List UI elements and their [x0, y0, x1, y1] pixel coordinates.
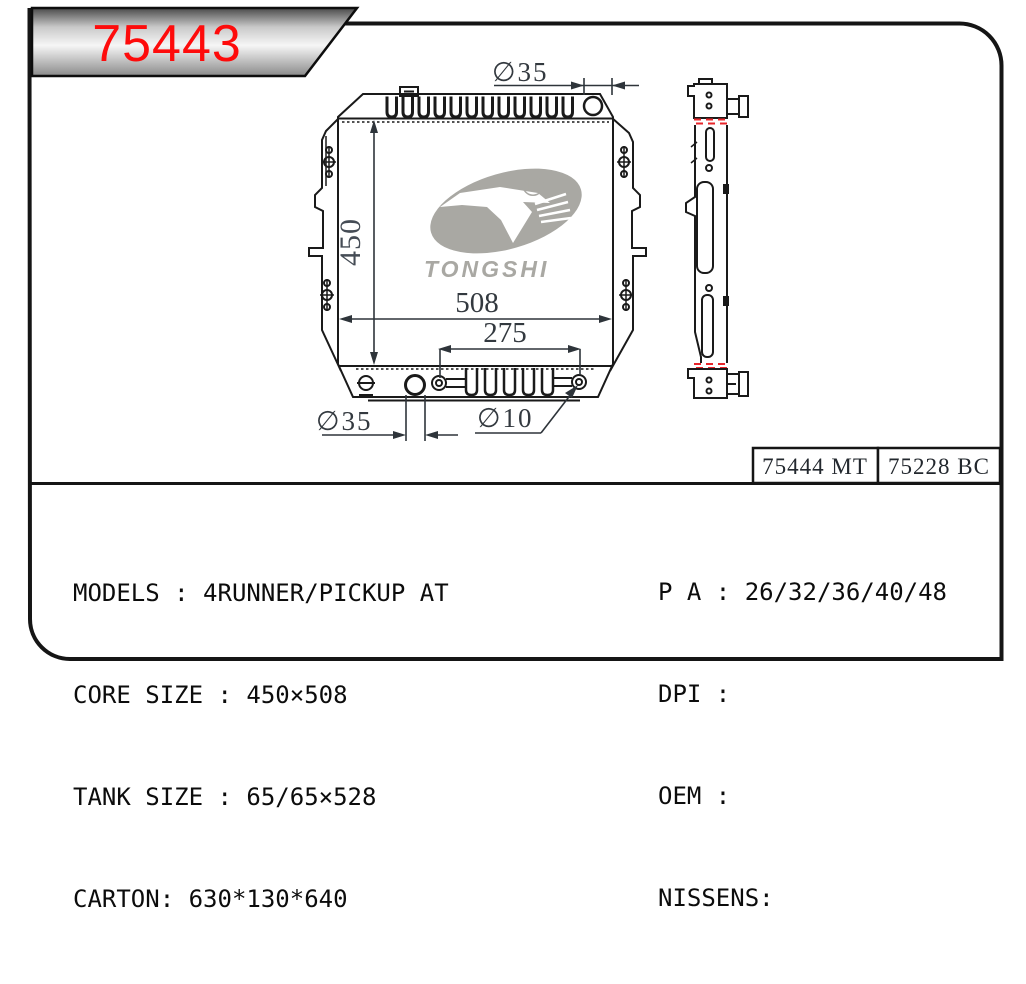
spec-tank-size: TANK SIZE : 65/65×528 [73, 783, 377, 811]
gasket-bottom [694, 364, 727, 368]
table-cell-right: 75228 BC [888, 454, 990, 479]
radiator-side-view [686, 79, 748, 398]
spec-list-right [658, 507, 947, 983]
bracket-screws [617, 146, 633, 311]
registered-mark: ® [518, 169, 548, 204]
dim-width-label: 508 [455, 287, 499, 319]
dim-drain-label: ∅35 [316, 406, 373, 436]
reference-table [753, 448, 1000, 483]
spec-nissens: NISSENS: [658, 884, 774, 912]
right-bracket [610, 118, 646, 371]
spec-oem: OEM : [658, 782, 731, 810]
brand-name: TONGSHI [424, 256, 550, 282]
table-cell-left: 75444 MT [762, 454, 868, 479]
dim-pin-label: ∅10 [477, 403, 534, 433]
part-number-banner [32, 8, 357, 76]
spec-carton: CARTON: 630*130*640 [73, 885, 348, 913]
spec-pa: P A : 26/32/36/40/48 [658, 578, 947, 606]
filler-neck [584, 97, 602, 115]
dim-neck [492, 57, 639, 95]
dim-neck-label: ∅35 [492, 57, 549, 87]
part-number: 75443 [92, 15, 242, 73]
dim-pin-span-label: 275 [483, 317, 527, 349]
drain-hole [406, 376, 425, 395]
spec-models: MODELS : 4RUNNER/PICKUP AT [73, 579, 449, 607]
dim-core-width [339, 287, 612, 323]
spec-core-size: CORE SIZE : 450×508 [73, 681, 348, 709]
mounting-pins [432, 375, 586, 390]
dim-pin [475, 385, 578, 433]
top-pipe [727, 99, 739, 114]
petcock-screw [357, 376, 375, 395]
spec-dpi: DPI : [658, 680, 731, 708]
dim-pin-span [438, 317, 581, 378]
dim-height [334, 120, 378, 365]
gasket-top [694, 120, 727, 124]
brand-watermark [421, 153, 592, 282]
dim-height-label: 450 [334, 218, 367, 266]
bottom-tank-slots [466, 368, 553, 395]
dim-drain [316, 395, 458, 441]
spec-list-left [73, 508, 449, 984]
top-tank-teeth [387, 97, 573, 118]
